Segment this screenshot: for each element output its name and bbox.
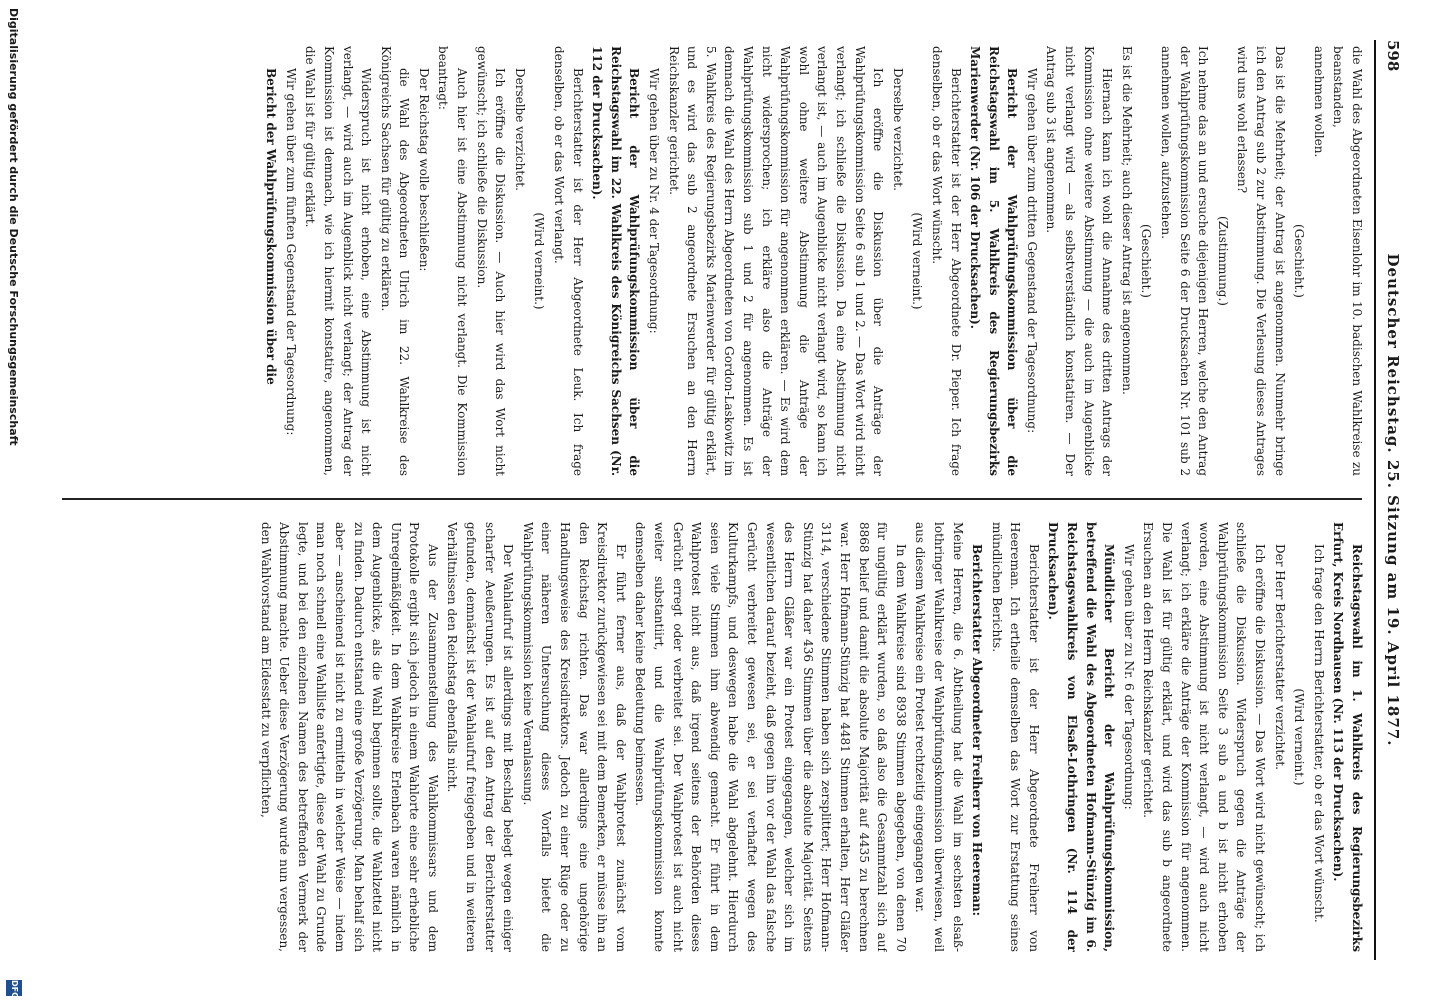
- section-heading: Bericht der Wahlprüfungskommission über die Reichstagswahl im 22. Wahlkreis des Königreichs Sachsen (Nr. 112 der Drucksachen).: [590, 46, 642, 476]
- paragraph: die Wahl des Abgeordneten Eisenlohr im 10. badischen Wahlkreise zu beanstanden,: [1331, 46, 1364, 476]
- paragraph: Wir gehen über zum fünften Gegenstand der Tagesordnung:: [283, 68, 298, 436]
- paragraph: Der Herr Berichterstatter verzichtet.: [1272, 544, 1287, 770]
- parenthetical-note: (Wird verneint.): [532, 212, 547, 310]
- paragraph: die Wahl des Abgeordneten Ulrich im 22. Wahlkreise des Königreichs Sachsen für gültig zu erklären.: [378, 46, 412, 476]
- page-footer: [4, 0, 24, 1000]
- right-column: [66, 522, 1366, 952]
- paragraph: Ich eröffne die Diskussion. — Auch hier wird das Wort nicht gewünscht; ich schließe die Diskussion.: [474, 46, 508, 476]
- paragraph: Berichterstatter ist der Herr Abgeordnete Leuk. Ich frage denselben, ob er das Wort verlangt.: [552, 46, 585, 476]
- paragraph: Es ist die Mehrheit; auch dieser Antrag ist angenommen.: [1119, 46, 1134, 395]
- paragraph: Er führt ferner aus, daß der Wahlprotest zunächst vom Kreisdirektor zurückgewiesen sei mit dem Bemerken, er müsse ihn an den Reichstag richten. Das war allerdings eine ungehörige Handlungsweise des Kreisdirektors. Jedoch zu einer Rüge oder zu einer näheren Untersuchung dieses Vorfalls bietet die Wahlprüfungskommission keine Veranlassung.: [520, 522, 628, 952]
- paragraph: Derselbe verzichtet.: [512, 68, 527, 191]
- paragraph: Aus der Zusammenstellung des Wahlkommissars und dem Protokolle ergibt sich jedoch in einem Wahlorte eine sehr erhebliche Unregelmäßigkeit. In dem Wahlkreise Erlenbach waren nämlich in dem Augenblicke, als die Wahl beginnen sollte, die Wahlzettel nicht zu finden. Dadurch entstand eine große Verzögerung. Man behalf sich aber — anscheinend ist nicht zu ermitteln in welcher Weise — indem man noch schnell eine Wahlliste anfertigte, diese der Wahl zu Grunde legte, und bei den einzelnen Namen des betreffenden Vermerk der Abstimmung machte. Ueber diese Verzögerung wurde nun vergessen, den Wahlvorstand am Eidesstatt zu verpflichten,: [258, 522, 440, 952]
- parenthetical-note: (Geschieht.): [1292, 224, 1307, 298]
- parenthetical-note: (Wird verneint.): [910, 212, 925, 310]
- paragraph: Ich nehme das an und ersuche diejenigen Herren, welche den Antrag der Wahlprüfungskommission Seite 6 der Drucksachen Nr. 101 sub 2 annehmen wollen, aufzustehen.: [1159, 46, 1211, 476]
- paragraph: In dem Wahlkreise sind 8938 Stimmen abgegeben, von denen 70 für ungültig erklärt wurden, so daß also die Gesammtzahl sich auf 8868 belief und damit die absolute Majorität auf 4435 zu berechnen war. Herr Hofmann-Stünzig hat 4481 Stimmen erhalten, Herr Gläßer 3114, verschiedene Stimmen haben sich zersplittert; Herr Hofmann-Stünzig hat daher 436 Stimmen über die absolute Majorität. Seitens des Herrn Gläßer war ein Protest eingegangen, welcher sich im wesentlichen darauf bezieht, daß gegen ihn vor der Wahl das falsche Gerücht verbreitet gewesen sei, er sei verhaftet wegen des Kulturkampfs, und deswegen habe die Wahl abgelehnt. Hierdurch seien viele Stimmen ihm abwendig gemacht. Er führt in dem Wahlprotest nicht aus, daß irgend seitens der Behörden dieses Gerücht erregt oder verbreitet sei. Der Wahlprotest ist auch nicht weiter substantiirt, und die Wahlprüfungskommission konnte demselben daher keine Bedeutung beimessen.: [633, 522, 908, 952]
- paragraph: Hiernach kann ich wohl die Annahme des dritten Antrags der Kommission ohne weitere Abstimmung — die auch im Augenblicke nicht verlangt wird — als selbstverständlich konstatiren. — Der Antrag sub 3 ist angenommen.: [1044, 46, 1115, 476]
- paragraph: Ich eröffne die Diskussion über die Anträge der Wahlprüfungskommission Seite 6 sub 1 und 2. — Das Wort wird nicht verlangt; ich schließe die Diskussion. Da eine Abstimmung nicht verlangt ist, — auch im Augenblicke nicht verlangt wird, so kann ich wohl ohne weitere Abstimmung die Anträge der Wahlprüfungskommission für angenommen erklären. — Es wird dem nicht widersprochen; ich erkläre also die Anträge der Wahlprüfungskommission sub 1 und 2 für angenommen. Es ist demnach die Wahl des Herrn Abgeordneten von Gordon-Laskowitz im 5. Wahlkreis des Regierungsbezirks Marienwerder für gültig erklärt, und es wird das sub 2 angeordnete Ersuchen an den Herrn Reichskanzler gerichtet.: [666, 46, 886, 476]
- paragraph: Das ist die Mehrheit; der Antrag ist angenommen. Nunmehr bringe ich den Antrag sub 2 zur Abstimmung. Die Verlesung dieses Antrages wird uns wohl erlassen?: [1235, 46, 1287, 476]
- paragraph: annehmen wollen.: [1311, 46, 1326, 158]
- section-heading: Mündlicher Bericht der Wahlprüfungskommission, betreffend die Wahl des Abgeordneten Hofmann-Stünzig im 6. Reichstagswahlkreis von Elsaß-Lothringen (Nr. 114 der Drucksachen).: [1046, 522, 1117, 952]
- funding-note: Digitalisierung gefördert durch die Deutsche Forschungsgemeinschaft: [7, 8, 20, 446]
- paragraph: Wir gehen über zum dritten Gegenstand der Tagesordnung:: [1024, 68, 1039, 434]
- page-title: Deutscher Reichstag. 25. Sitzung am 19. April 1877.: [1384, 253, 1402, 747]
- paragraph: Ich frage den Herrn Berichterstatter, ob er das Wort wünscht.: [1311, 544, 1326, 923]
- left-column: [66, 46, 1366, 476]
- page-header: [1378, 40, 1410, 960]
- paragraph: Der Wahlaufruf ist allerdings mit Beschlag belegt wegen einiger scharfer Aeußerungen. Es ist auf den Antrag der Berichterstatter gefunden, demnächst ist der Wahlaufruf freigegeben und in weiteren Verhältnissen den Reichstag ebenfalls nicht.: [445, 522, 516, 952]
- paragraph: Wir gehen über zu Nr. 4 der Tagesordnung:: [647, 68, 662, 334]
- section-heading: Bericht der Wahlprüfungskommission über die Reichstagswahl im 5. Wahlkreis des Regierungsbezirks Marienwerder (Nr. 106 der Drucksachen).: [968, 46, 1020, 476]
- parenthetical-note: (Zustimmung.): [1215, 216, 1230, 306]
- paragraph: Der Reichstag wolle beschließen:: [416, 68, 431, 272]
- section-heading: Berichterstatter Abgeordneter Freiherr von Heereman:: [970, 544, 985, 917]
- paragraph: Meine Herren, die 6. Abtheilung hat die Wahl im sechsten elsaß-lothringer Wahlkreise der Wahlprüfungskommission überwiesen, weil aus diesem Wahlkreise ein Protest rechtzeitig eingegangen war.: [913, 522, 965, 952]
- paragraph: Berichterstatter ist der Herr Abgeordnete Dr. Pieper. Ich frage denselben, ob er das Wort wünscht.: [929, 46, 963, 476]
- paragraph: Derselbe verzichtet.: [890, 68, 905, 191]
- parenthetical-note: (Wird verneint.): [1292, 688, 1307, 786]
- paragraph: Ich eröffne die Diskussion. — Das Wort wird nicht gewünscht; ich schließe die Diskussion. Widerspruch gegen die Anträge der Wahlprüfungskommission Seite 3 sub a und b ist nicht erhoben worden, eine Abstimmung ist nicht verlangt, — wird auch nicht verlangt; ich erkläre die Anträge der Kommission für angenommen. Die Wahl ist für gültig erklärt, und wird das sub b angeordnete Ersuchen an den Herrn Reichskanzler gerichtet.: [1141, 522, 1268, 952]
- paragraph: Wir gehen über zu Nr. 6 der Tagesordnung:: [1121, 544, 1136, 810]
- paragraph: Auch hier ist eine Abstimmung nicht verlangt. Die Kommission beantragt:: [436, 46, 470, 476]
- section-heading: Reichstagswahl im 1. Wahlkreis des Regierungsbezirks Erfurt, Kreis Nordhausen (Nr. 113 der Drucksachen).: [1331, 522, 1364, 952]
- dfg-logo: DFG: [6, 980, 22, 996]
- paragraph: Berichterstatter ist der Herr Abgeordnete Freiherr von Heereman. Ich ertheile demselben das Wort zur Erstattung seines mündlichen Berichts.: [989, 522, 1041, 952]
- section-heading: Bericht der Wahlprüfungskommission über die: [264, 68, 279, 385]
- parenthetical-note: (Geschieht.): [1139, 224, 1154, 298]
- header-rule: [1374, 40, 1376, 960]
- page-number: 598: [1384, 40, 1402, 72]
- column-divider: [62, 498, 1362, 500]
- paragraph: Widerspruch ist nicht erhoben, eine Abstimmung ist nicht verlangt, — wird auch im Augenblick nicht verlangt; der Antrag der Kommission ist demnach, wie ich hiermit konstatire, angenommen, die Wahl ist für gültig erklärt.: [303, 46, 374, 476]
